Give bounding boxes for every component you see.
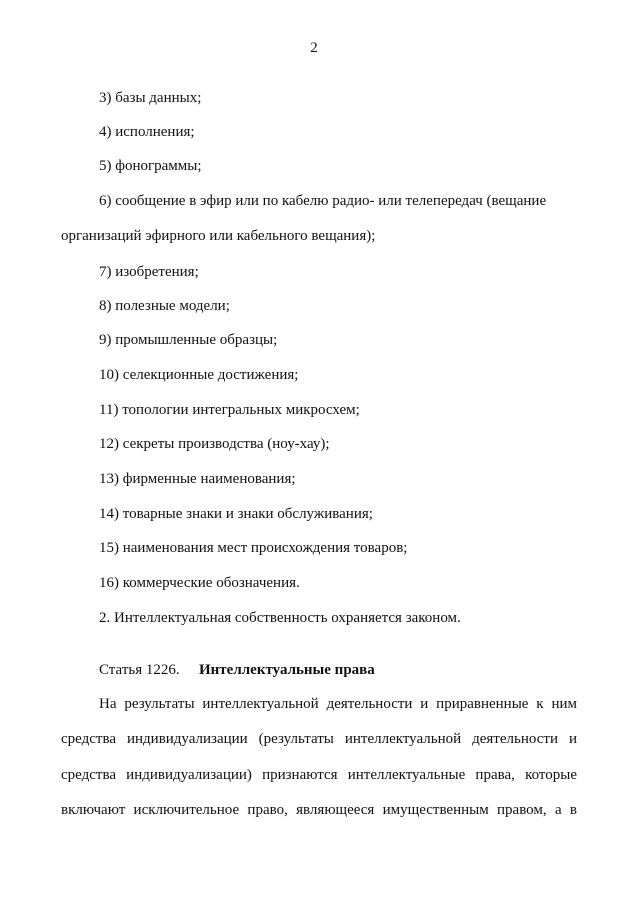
paragraph-line: включают исключительное право, являющееся имущественным правом, а в [61, 802, 577, 818]
paragraph-line: На результаты интеллектуальной деятельности и приравненные к ним [99, 696, 577, 712]
list-item: 11) топологии интегральных микросхем; [99, 402, 360, 418]
list-item: 15) наименования мест происхождения товаров; [99, 540, 408, 556]
list-item: 10) селекционные достижения; [99, 367, 299, 383]
page-number: 2 [310, 40, 318, 56]
list-item: 16) коммерческие обозначения. [99, 575, 300, 591]
paragraph-line: средства индивидуализации) признаются интеллектуальные права, которые [61, 767, 577, 783]
list-item-continuation: организаций эфирного или кабельного вещания); [61, 228, 376, 244]
list-item: 12) секреты производства (ноу-хау); [99, 436, 330, 452]
list-item: 3) базы данных; [99, 90, 202, 106]
clause-2: 2. Интеллектуальная собственность охраняется законом. [99, 610, 461, 626]
list-item: 14) товарные знаки и знаки обслуживания; [99, 506, 373, 522]
list-item: 13) фирменные наименования; [99, 471, 296, 487]
article-title: Интеллектуальные права [199, 662, 375, 678]
list-item: 5) фонограммы; [99, 158, 202, 174]
list-item: 4) исполнения; [99, 124, 195, 140]
article-number: Статья 1226. [99, 662, 180, 678]
list-item: 8) полезные модели; [99, 298, 230, 314]
paragraph-line: средства индивидуализации (результаты интеллектуальной деятельности и [61, 731, 577, 747]
article-heading [99, 660, 375, 680]
list-item: 9) промышленные образцы; [99, 332, 278, 348]
list-item: 7) изобретения; [99, 264, 199, 280]
list-item: 6) сообщение в эфир или по кабелю радио- или телепередач (вещание [99, 193, 547, 209]
